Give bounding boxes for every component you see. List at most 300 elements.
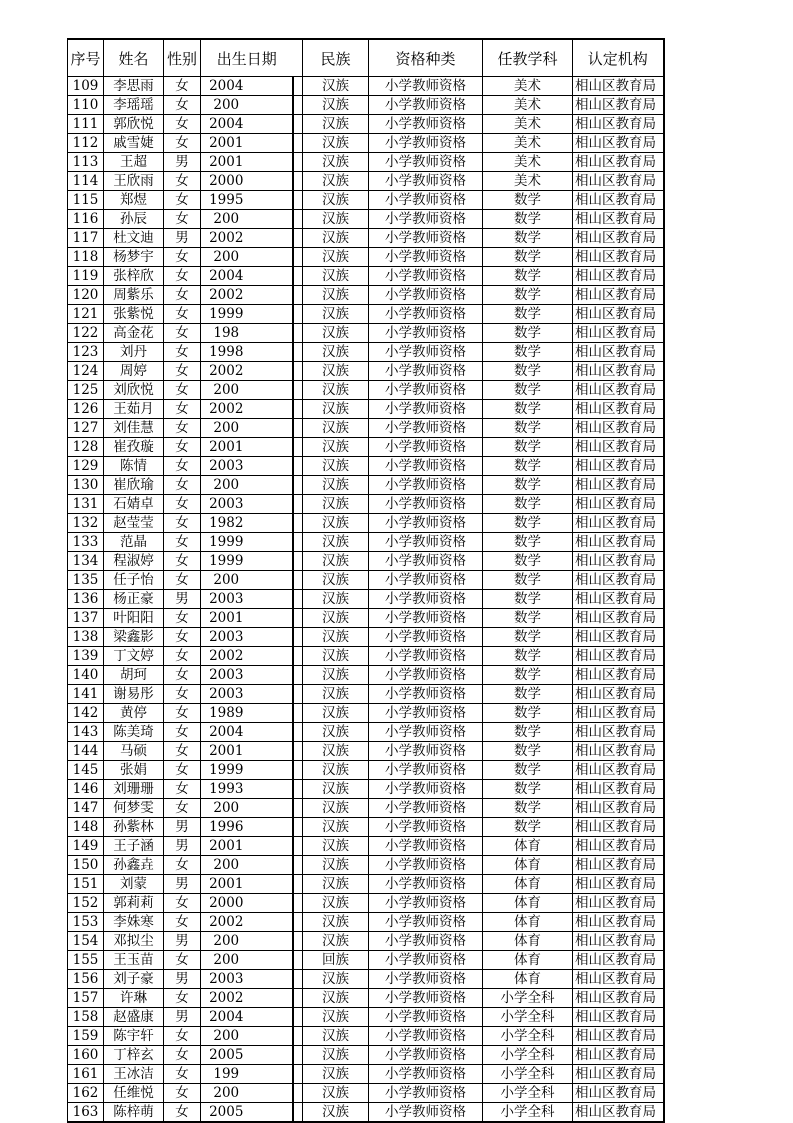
- cell-name: 丁梓玄: [104, 1046, 164, 1065]
- cell-gender: 男: [164, 229, 201, 248]
- cell-dob: 200: [201, 210, 293, 229]
- cell-gender: 女: [164, 628, 201, 647]
- table-row: [68, 609, 664, 628]
- cell-subject: 数学: [483, 495, 573, 514]
- cell-spacer: [293, 970, 303, 989]
- table-row: [68, 1103, 664, 1123]
- cell-agency: 相山区教育局: [573, 457, 664, 476]
- cell-gender: 女: [164, 267, 201, 286]
- header-dob: 出生日期: [201, 39, 293, 77]
- cell-subject: 体育: [483, 875, 573, 894]
- cell-seq: 154: [68, 932, 104, 951]
- cell-seq: 129: [68, 457, 104, 476]
- table-row: [68, 400, 664, 419]
- cell-spacer: [293, 571, 303, 590]
- cell-ethnicity: 汉族: [303, 533, 369, 552]
- cell-dob: 200: [201, 799, 293, 818]
- cell-gender: 男: [164, 1008, 201, 1027]
- cell-spacer: [293, 723, 303, 742]
- table-row: [68, 761, 664, 780]
- cell-spacer: [293, 457, 303, 476]
- cell-spacer: [293, 438, 303, 457]
- table-row: [68, 419, 664, 438]
- cell-agency: 相山区教育局: [573, 780, 664, 799]
- cell-subject: 数学: [483, 780, 573, 799]
- cell-gender: 女: [164, 191, 201, 210]
- cell-seq: 120: [68, 286, 104, 305]
- cell-ethnicity: 汉族: [303, 723, 369, 742]
- cell-agency: 相山区教育局: [573, 210, 664, 229]
- cell-qualification: 小学教师资格: [369, 1046, 483, 1065]
- table-row: [68, 1084, 664, 1103]
- table-row: [68, 191, 664, 210]
- table-row: [68, 856, 664, 875]
- cell-qualification: 小学教师资格: [369, 1008, 483, 1027]
- cell-dob: 2003: [201, 495, 293, 514]
- table-row: [68, 286, 664, 305]
- cell-gender: 女: [164, 172, 201, 191]
- cell-seq: 144: [68, 742, 104, 761]
- cell-dob: 2003: [201, 590, 293, 609]
- roster-table: [67, 38, 665, 1123]
- cell-spacer: [293, 419, 303, 438]
- cell-name: 刘丹: [104, 343, 164, 362]
- header-spacer: [293, 39, 303, 77]
- cell-dob: 1989: [201, 704, 293, 723]
- cell-spacer: [293, 172, 303, 191]
- cell-gender: 男: [164, 932, 201, 951]
- cell-dob: 2002: [201, 229, 293, 248]
- cell-dob: 200: [201, 476, 293, 495]
- cell-name: 崔欣瑜: [104, 476, 164, 495]
- cell-spacer: [293, 400, 303, 419]
- cell-dob: 2002: [201, 400, 293, 419]
- cell-qualification: 小学教师资格: [369, 438, 483, 457]
- cell-name: 赵莹莹: [104, 514, 164, 533]
- cell-name: 刘佳慧: [104, 419, 164, 438]
- cell-seq: 112: [68, 134, 104, 153]
- cell-gender: 女: [164, 1027, 201, 1046]
- cell-subject: 小学全科: [483, 1008, 573, 1027]
- cell-seq: 149: [68, 837, 104, 856]
- cell-spacer: [293, 742, 303, 761]
- cell-subject: 数学: [483, 590, 573, 609]
- cell-qualification: 小学教师资格: [369, 248, 483, 267]
- cell-subject: 数学: [483, 438, 573, 457]
- cell-seq: 111: [68, 115, 104, 134]
- cell-ethnicity: 汉族: [303, 134, 369, 153]
- cell-agency: 相山区教育局: [573, 153, 664, 172]
- cell-agency: 相山区教育局: [573, 856, 664, 875]
- cell-subject: 数学: [483, 609, 573, 628]
- cell-name: 任子怡: [104, 571, 164, 590]
- cell-qualification: 小学教师资格: [369, 818, 483, 837]
- cell-gender: 女: [164, 533, 201, 552]
- cell-ethnicity: 汉族: [303, 305, 369, 324]
- cell-name: 刘珊珊: [104, 780, 164, 799]
- cell-dob: 2001: [201, 875, 293, 894]
- table-row: [68, 932, 664, 951]
- cell-name: 高金花: [104, 324, 164, 343]
- cell-qualification: 小学教师资格: [369, 400, 483, 419]
- cell-name: 黄停: [104, 704, 164, 723]
- cell-name: 刘子豪: [104, 970, 164, 989]
- cell-subject: 体育: [483, 932, 573, 951]
- cell-name: 郑煜: [104, 191, 164, 210]
- header-seq: 序号: [68, 39, 104, 77]
- cell-gender: 女: [164, 286, 201, 305]
- cell-name: 陈美琦: [104, 723, 164, 742]
- cell-name: 郭莉莉: [104, 894, 164, 913]
- cell-gender: 女: [164, 761, 201, 780]
- cell-subject: 美术: [483, 77, 573, 96]
- cell-subject: 小学全科: [483, 989, 573, 1008]
- cell-ethnicity: 汉族: [303, 381, 369, 400]
- cell-subject: 数学: [483, 381, 573, 400]
- cell-ethnicity: 汉族: [303, 153, 369, 172]
- cell-agency: 相山区教育局: [573, 1084, 664, 1103]
- cell-agency: 相山区教育局: [573, 571, 664, 590]
- cell-subject: 美术: [483, 153, 573, 172]
- table-row: [68, 305, 664, 324]
- cell-qualification: 小学教师资格: [369, 799, 483, 818]
- cell-seq: 156: [68, 970, 104, 989]
- cell-subject: 数学: [483, 362, 573, 381]
- cell-spacer: [293, 685, 303, 704]
- cell-spacer: [293, 495, 303, 514]
- cell-dob: 1999: [201, 761, 293, 780]
- cell-ethnicity: 汉族: [303, 96, 369, 115]
- cell-agency: 相山区教育局: [573, 495, 664, 514]
- cell-agency: 相山区教育局: [573, 1008, 664, 1027]
- table-row: [68, 248, 664, 267]
- cell-spacer: [293, 1027, 303, 1046]
- cell-subject: 数学: [483, 818, 573, 837]
- cell-spacer: [293, 761, 303, 780]
- table-row: [68, 723, 664, 742]
- cell-name: 王欣雨: [104, 172, 164, 191]
- cell-subject: 数学: [483, 647, 573, 666]
- cell-ethnicity: 汉族: [303, 457, 369, 476]
- cell-agency: 相山区教育局: [573, 134, 664, 153]
- cell-seq: 110: [68, 96, 104, 115]
- cell-spacer: [293, 514, 303, 533]
- cell-seq: 151: [68, 875, 104, 894]
- cell-subject: 数学: [483, 761, 573, 780]
- cell-gender: 女: [164, 134, 201, 153]
- cell-gender: 女: [164, 514, 201, 533]
- cell-subject: 数学: [483, 742, 573, 761]
- cell-name: 周婷: [104, 362, 164, 381]
- cell-name: 程淑婷: [104, 552, 164, 571]
- cell-spacer: [293, 609, 303, 628]
- cell-gender: 男: [164, 153, 201, 172]
- cell-dob: 200: [201, 571, 293, 590]
- cell-name: 胡珂: [104, 666, 164, 685]
- table-header: [68, 39, 664, 77]
- cell-name: 丁文婷: [104, 647, 164, 666]
- cell-gender: 女: [164, 571, 201, 590]
- cell-name: 张梓欣: [104, 267, 164, 286]
- cell-subject: 小学全科: [483, 1065, 573, 1084]
- cell-ethnicity: 汉族: [303, 647, 369, 666]
- cell-dob: 200: [201, 932, 293, 951]
- cell-spacer: [293, 476, 303, 495]
- cell-dob: 1999: [201, 552, 293, 571]
- cell-gender: 女: [164, 324, 201, 343]
- cell-spacer: [293, 191, 303, 210]
- cell-qualification: 小学教师资格: [369, 495, 483, 514]
- cell-spacer: [293, 837, 303, 856]
- cell-qualification: 小学教师资格: [369, 761, 483, 780]
- cell-ethnicity: 汉族: [303, 115, 369, 134]
- cell-ethnicity: 汉族: [303, 229, 369, 248]
- cell-spacer: [293, 229, 303, 248]
- cell-seq: 125: [68, 381, 104, 400]
- table-row: [68, 666, 664, 685]
- cell-dob: 2003: [201, 628, 293, 647]
- cell-subject: 美术: [483, 172, 573, 191]
- cell-gender: 女: [164, 894, 201, 913]
- cell-seq: 159: [68, 1027, 104, 1046]
- cell-spacer: [293, 1046, 303, 1065]
- cell-dob: 200: [201, 96, 293, 115]
- cell-ethnicity: 汉族: [303, 1084, 369, 1103]
- cell-spacer: [293, 248, 303, 267]
- cell-seq: 146: [68, 780, 104, 799]
- cell-dob: 200: [201, 248, 293, 267]
- cell-subject: 数学: [483, 229, 573, 248]
- cell-gender: 男: [164, 875, 201, 894]
- cell-gender: 女: [164, 362, 201, 381]
- cell-name: 范晶: [104, 533, 164, 552]
- cell-subject: 数学: [483, 723, 573, 742]
- table-row: [68, 571, 664, 590]
- cell-spacer: [293, 552, 303, 571]
- cell-gender: 女: [164, 799, 201, 818]
- cell-name: 张娟: [104, 761, 164, 780]
- cell-ethnicity: 汉族: [303, 495, 369, 514]
- cell-ethnicity: 汉族: [303, 476, 369, 495]
- cell-dob: 2003: [201, 685, 293, 704]
- cell-subject: 数学: [483, 685, 573, 704]
- cell-spacer: [293, 856, 303, 875]
- table-row: [68, 343, 664, 362]
- cell-qualification: 小学教师资格: [369, 1065, 483, 1084]
- cell-agency: 相山区教育局: [573, 723, 664, 742]
- cell-ethnicity: 汉族: [303, 571, 369, 590]
- cell-name: 赵盛康: [104, 1008, 164, 1027]
- cell-name: 王玉苗: [104, 951, 164, 970]
- cell-agency: 相山区教育局: [573, 818, 664, 837]
- cell-subject: 数学: [483, 191, 573, 210]
- cell-agency: 相山区教育局: [573, 1027, 664, 1046]
- cell-spacer: [293, 210, 303, 229]
- cell-agency: 相山区教育局: [573, 552, 664, 571]
- cell-subject: 数学: [483, 248, 573, 267]
- table-row: [68, 229, 664, 248]
- cell-spacer: [293, 134, 303, 153]
- table-row: [68, 438, 664, 457]
- cell-agency: 相山区教育局: [573, 970, 664, 989]
- cell-name: 周紫乐: [104, 286, 164, 305]
- cell-dob: 2004: [201, 77, 293, 96]
- table-row: [68, 628, 664, 647]
- cell-spacer: [293, 799, 303, 818]
- cell-seq: 132: [68, 514, 104, 533]
- cell-gender: 女: [164, 1046, 201, 1065]
- cell-spacer: [293, 780, 303, 799]
- cell-spacer: [293, 628, 303, 647]
- cell-gender: 女: [164, 1103, 201, 1123]
- cell-name: 王茹月: [104, 400, 164, 419]
- cell-gender: 男: [164, 837, 201, 856]
- cell-subject: 数学: [483, 286, 573, 305]
- cell-subject: 数学: [483, 400, 573, 419]
- table-row: [68, 951, 664, 970]
- cell-spacer: [293, 590, 303, 609]
- cell-agency: 相山区教育局: [573, 419, 664, 438]
- cell-subject: 小学全科: [483, 1027, 573, 1046]
- cell-dob: 2002: [201, 647, 293, 666]
- cell-qualification: 小学教师资格: [369, 191, 483, 210]
- table-row: [68, 970, 664, 989]
- cell-spacer: [293, 286, 303, 305]
- cell-name: 张紫悦: [104, 305, 164, 324]
- cell-dob: 2003: [201, 666, 293, 685]
- cell-gender: 女: [164, 913, 201, 932]
- cell-ethnicity: 汉族: [303, 1046, 369, 1065]
- cell-name: 孙辰: [104, 210, 164, 229]
- cell-subject: 数学: [483, 799, 573, 818]
- cell-ethnicity: 汉族: [303, 362, 369, 381]
- cell-gender: 女: [164, 609, 201, 628]
- cell-subject: 小学全科: [483, 1046, 573, 1065]
- cell-qualification: 小学教师资格: [369, 685, 483, 704]
- cell-dob: 2005: [201, 1103, 293, 1123]
- cell-dob: 1982: [201, 514, 293, 533]
- cell-qualification: 小学教师资格: [369, 419, 483, 438]
- cell-name: 李姝寒: [104, 913, 164, 932]
- cell-gender: 女: [164, 647, 201, 666]
- cell-qualification: 小学教师资格: [369, 913, 483, 932]
- cell-gender: 女: [164, 96, 201, 115]
- cell-qualification: 小学教师资格: [369, 571, 483, 590]
- cell-dob: 198: [201, 324, 293, 343]
- cell-gender: 女: [164, 343, 201, 362]
- cell-dob: 2003: [201, 457, 293, 476]
- cell-name: 石婧卓: [104, 495, 164, 514]
- cell-seq: 148: [68, 818, 104, 837]
- table-row: [68, 552, 664, 571]
- cell-subject: 体育: [483, 837, 573, 856]
- cell-subject: 美术: [483, 134, 573, 153]
- cell-qualification: 小学教师资格: [369, 77, 483, 96]
- cell-ethnicity: 汉族: [303, 609, 369, 628]
- cell-agency: 相山区教育局: [573, 77, 664, 96]
- cell-ethnicity: 汉族: [303, 172, 369, 191]
- cell-spacer: [293, 115, 303, 134]
- cell-agency: 相山区教育局: [573, 761, 664, 780]
- cell-name: 刘欣悦: [104, 381, 164, 400]
- cell-gender: 女: [164, 704, 201, 723]
- cell-dob: 200: [201, 1084, 293, 1103]
- cell-dob: 2004: [201, 267, 293, 286]
- table-row: [68, 381, 664, 400]
- cell-spacer: [293, 267, 303, 286]
- cell-ethnicity: 汉族: [303, 894, 369, 913]
- cell-ethnicity: 汉族: [303, 343, 369, 362]
- cell-spacer: [293, 381, 303, 400]
- cell-subject: 数学: [483, 704, 573, 723]
- cell-ethnicity: 汉族: [303, 837, 369, 856]
- cell-ethnicity: 回族: [303, 951, 369, 970]
- cell-ethnicity: 汉族: [303, 191, 369, 210]
- cell-agency: 相山区教育局: [573, 609, 664, 628]
- cell-subject: 美术: [483, 115, 573, 134]
- cell-name: 戚雪婕: [104, 134, 164, 153]
- cell-seq: 109: [68, 77, 104, 96]
- cell-seq: 126: [68, 400, 104, 419]
- cell-qualification: 小学教师资格: [369, 628, 483, 647]
- cell-seq: 128: [68, 438, 104, 457]
- cell-qualification: 小学教师资格: [369, 229, 483, 248]
- table-row: [68, 818, 664, 837]
- cell-subject: 小学全科: [483, 1103, 573, 1123]
- cell-seq: 123: [68, 343, 104, 362]
- cell-qualification: 小学教师资格: [369, 970, 483, 989]
- cell-gender: 男: [164, 970, 201, 989]
- cell-ethnicity: 汉族: [303, 704, 369, 723]
- cell-subject: 数学: [483, 666, 573, 685]
- cell-gender: 女: [164, 1065, 201, 1084]
- cell-seq: 143: [68, 723, 104, 742]
- header-name: 姓名: [104, 39, 164, 77]
- cell-qualification: 小学教师资格: [369, 210, 483, 229]
- cell-dob: 200: [201, 381, 293, 400]
- cell-ethnicity: 汉族: [303, 1008, 369, 1027]
- cell-qualification: 小学教师资格: [369, 856, 483, 875]
- cell-spacer: [293, 1103, 303, 1123]
- cell-ethnicity: 汉族: [303, 628, 369, 647]
- cell-qualification: 小学教师资格: [369, 457, 483, 476]
- cell-name: 叶阳阳: [104, 609, 164, 628]
- cell-spacer: [293, 875, 303, 894]
- cell-name: 任维悦: [104, 1084, 164, 1103]
- cell-spacer: [293, 77, 303, 96]
- table-row: [68, 267, 664, 286]
- cell-name: 邓拟尘: [104, 932, 164, 951]
- cell-subject: 体育: [483, 894, 573, 913]
- cell-dob: 2001: [201, 837, 293, 856]
- cell-gender: 男: [164, 818, 201, 837]
- cell-seq: 124: [68, 362, 104, 381]
- cell-seq: 133: [68, 533, 104, 552]
- cell-gender: 女: [164, 856, 201, 875]
- cell-agency: 相山区教育局: [573, 1065, 664, 1084]
- cell-spacer: [293, 894, 303, 913]
- cell-qualification: 小学教师资格: [369, 362, 483, 381]
- cell-gender: 女: [164, 666, 201, 685]
- cell-name: 陈梓萌: [104, 1103, 164, 1123]
- cell-gender: 女: [164, 685, 201, 704]
- cell-dob: 2001: [201, 438, 293, 457]
- cell-name: 王超: [104, 153, 164, 172]
- cell-agency: 相山区教育局: [573, 438, 664, 457]
- cell-qualification: 小学教师资格: [369, 153, 483, 172]
- cell-seq: 127: [68, 419, 104, 438]
- cell-seq: 113: [68, 153, 104, 172]
